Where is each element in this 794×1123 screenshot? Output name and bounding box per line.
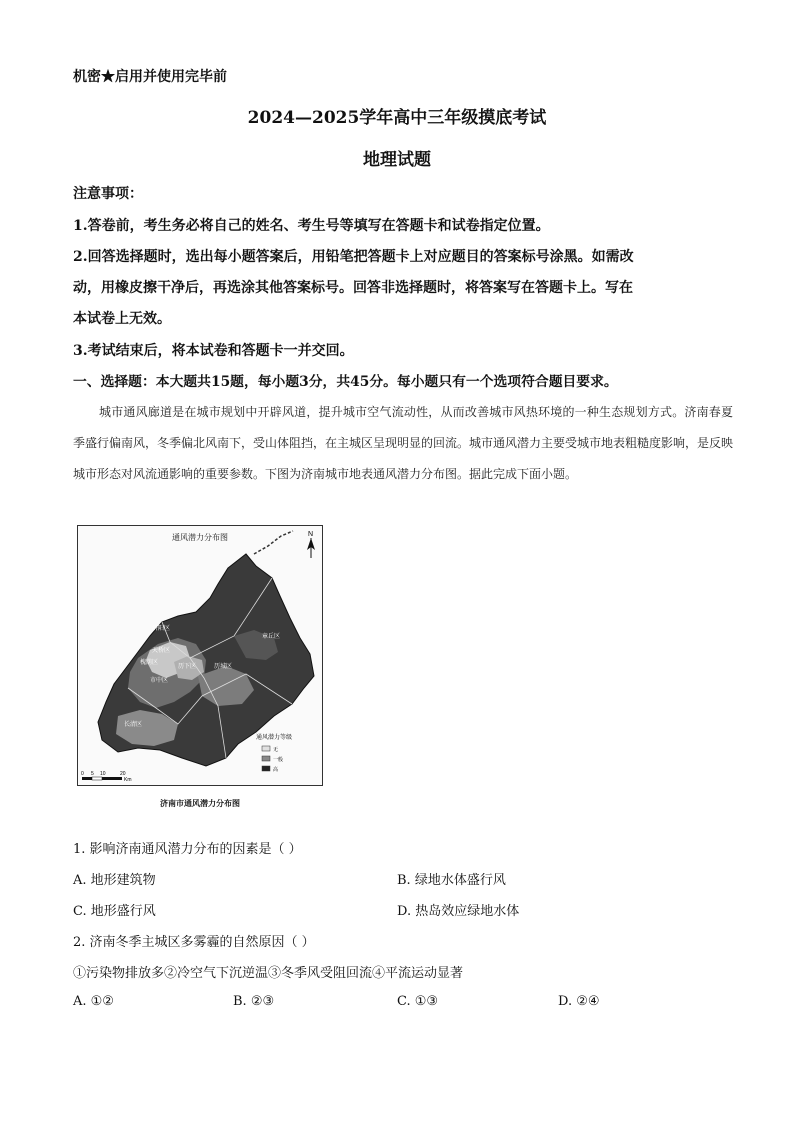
legend-title: 通风潜力等级: [256, 735, 293, 741]
north-label: N: [308, 531, 314, 538]
north-arrow-icon: [307, 538, 315, 558]
district-label: 长清区: [124, 722, 143, 728]
section-heading: 一、选择题：本大题共15题，每小题3分，共45分。每小题只有一个选项符合题目要求。: [73, 374, 618, 390]
district-label: 济阳区: [152, 626, 171, 632]
legend-label: 高: [273, 767, 279, 773]
district-label: 天桥区: [152, 648, 171, 654]
option-d[interactable]: D. 热岛效应绿地水体: [397, 904, 520, 919]
option-a[interactable]: A. 地形建筑物: [73, 873, 156, 888]
notice-line: 2.回答选择题时，选出每小题答案后，用铅笔把答题卡上对应题目的答案标号涂黑。如需改: [73, 249, 634, 265]
ventilation-map: [77, 525, 323, 786]
map-graphic: [78, 526, 322, 785]
passage-text: 城市通风廊道是在城市规划中开辟风道，提升城市空气流动性，从而改善城市风热环境的一种生态规划方式。济南春夏季盛行偏南风，冬季偏北风南下，受山体阻挡，在主城区呈现明显的回流。城市通风潜力主要受城市地表粗糙度影响，是反映城市形态对风流通影响的重要参数。下图为济南城市地表通风潜力分布图。据此完成下面小题。: [73, 405, 734, 481]
reading-passage: [73, 397, 733, 490]
notice-line: 1.答卷前，考生务必将自己的姓名、考生号等填写在答题卡和试卷指定位置。: [73, 218, 550, 234]
scale-label: 20: [120, 771, 126, 777]
scale-label: 0: [81, 771, 84, 777]
notice-heading: 注意事项：: [73, 186, 143, 202]
scale-label: 5: [91, 771, 94, 777]
subject-title: 地理试题: [363, 150, 431, 170]
map-title: 通风潜力分布图: [172, 533, 228, 542]
question-stem: 2. 济南冬季主城区多雾霾的自然原因（ ）: [73, 935, 315, 950]
option-b[interactable]: B. ②③: [233, 994, 275, 1009]
exam-title: 2024—2025学年高中三年级摸底考试: [247, 108, 547, 128]
district-label: 历城区: [214, 664, 233, 670]
scale-bar: [81, 771, 132, 783]
option-c[interactable]: C. ①③: [397, 994, 439, 1009]
legend-label: 一般: [273, 757, 284, 763]
legend: [256, 733, 292, 773]
notice-line: 本试卷上无效。: [73, 311, 171, 327]
district-label: 市中区: [150, 678, 169, 684]
scale-unit: Km: [124, 777, 132, 783]
district-label: 槐荫区: [140, 660, 159, 666]
option-d[interactable]: D. ②④: [558, 994, 600, 1009]
district-label: 章丘区: [262, 634, 281, 640]
option-a[interactable]: A. ①②: [73, 994, 114, 1009]
question-stem: 1. 影响济南通风潜力分布的因素是（ ）: [73, 842, 302, 857]
scale-label: 10: [100, 771, 106, 777]
figure-caption: 济南市通风潜力分布图: [160, 798, 240, 808]
notice-line: 动，用橡皮擦干净后，再选涂其他答案标号。回答非选择题时，将答案写在答题卡上。写在: [73, 280, 633, 296]
confidential-label: 机密★启用并使用完毕前: [73, 69, 227, 85]
question-statements: ①污染物排放多②冷空气下沉逆温③冬季风受阻回流④平流运动显著: [73, 966, 464, 981]
notice-line: 3.考试结束后，将本试卷和答题卡一并交回。: [73, 343, 354, 359]
option-c[interactable]: C. 地形盛行风: [73, 904, 156, 919]
legend-label: 无: [273, 747, 279, 753]
option-b[interactable]: B. 绿地水体盛行风: [397, 873, 506, 888]
district-label: 历下区: [178, 664, 197, 670]
